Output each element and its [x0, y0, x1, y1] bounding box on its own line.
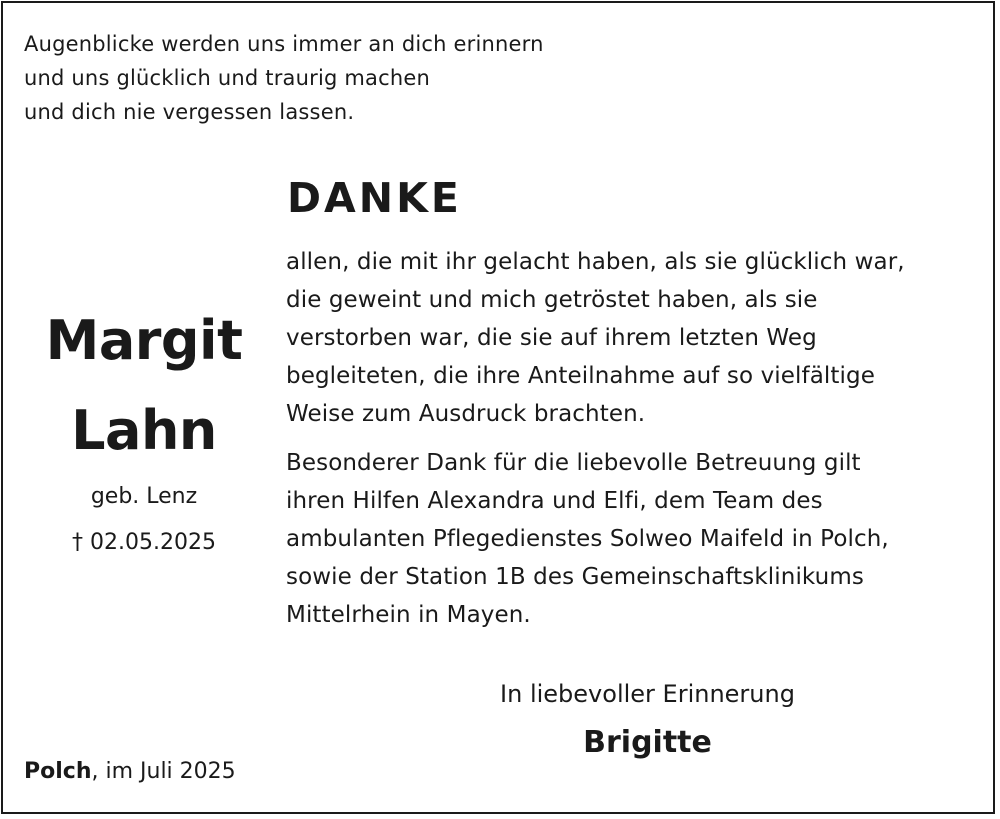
motto-line: Augenblicke werden uns immer an dich erinnern — [24, 32, 544, 56]
paragraph-line: ambulanten Pflegedienstes Solweo Maifeld in Polch, — [286, 526, 889, 552]
closing-block — [420, 673, 875, 767]
thanks-paragraph-2 — [286, 444, 889, 634]
closing-phrase: In liebevoller Erinnerung — [500, 680, 795, 708]
place-name: Polch — [24, 759, 92, 784]
motto-verse — [24, 27, 544, 129]
motto-line: und uns glücklich und traurig machen — [24, 66, 430, 90]
paragraph-line: begleiteten, die ihre Anteilnahme auf so vielfältige — [286, 363, 875, 389]
deceased-block — [20, 296, 268, 566]
deceased-maiden-name: geb. Lenz — [90, 484, 198, 509]
paragraph-line: die geweint und mich getröstet haben, als sie — [286, 287, 818, 313]
paragraph-line: verstorben war, die sie auf ihrem letzten Weg — [286, 325, 817, 351]
paragraph-line: Weise zum Ausdruck brachten. — [286, 401, 646, 427]
paragraph-line: ihren Hilfen Alexandra und Elfi, dem Team des — [286, 488, 823, 514]
thanks-paragraph-1 — [286, 243, 905, 433]
deceased-last-name: Lahn — [71, 399, 217, 462]
paragraph-line: Mittelrhein in Mayen. — [286, 602, 531, 628]
place-date — [24, 753, 236, 791]
deceased-first-name: Margit — [45, 309, 243, 372]
date-text: , im Juli 2025 — [91, 759, 236, 784]
paragraph-line: Besonderer Dank für die liebevolle Betreuung gilt — [286, 450, 861, 476]
signer-name: Brigitte — [583, 725, 712, 760]
deceased-death-date: † 02.05.2025 — [72, 530, 216, 555]
thanks-title: DANKE — [287, 174, 462, 222]
motto-line: und dich nie vergessen lassen. — [24, 100, 355, 124]
paragraph-line: allen, die mit ihr gelacht haben, als sie glücklich war, — [286, 249, 905, 275]
paragraph-line: sowie der Station 1B des Gemeinschaftsklinikums — [286, 564, 864, 590]
